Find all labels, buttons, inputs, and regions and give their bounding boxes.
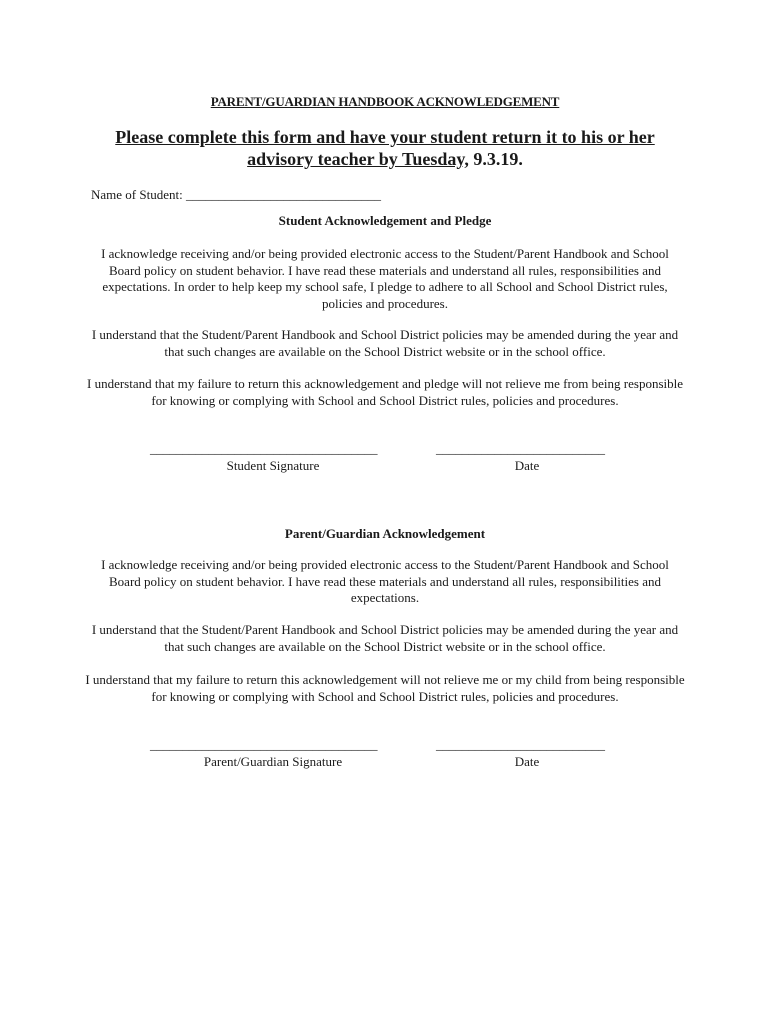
instruction-date: 9.3.19. — [468, 149, 523, 169]
parent-paragraph-2: I understand that the Student/Parent Handbook and School District policies may be amended during the year and that such changes are available on the School District website or in the school office. — [91, 622, 679, 654]
student-date-line[interactable]: __________________________ — [436, 441, 605, 456]
parent-date-label: Date — [514, 754, 540, 769]
parent-paragraph-3: I understand that my failure to return this acknowledgement will not relieve me or my child from being responsible for knowing or complying with School and School District rules, policies and procedures. — [85, 672, 685, 704]
student-name-field[interactable]: ______________________________ — [185, 187, 381, 202]
parent-date-line[interactable]: __________________________ — [436, 737, 605, 752]
document-title: PARENT/GUARDIAN HANDBOOK ACKNOWLEDGEMENT — [210, 94, 560, 109]
parent-section-heading: Parent/Guardian Acknowledgement — [284, 526, 486, 541]
student-paragraph-3: I understand that my failure to return this acknowledgement and pledge will not relieve me from being responsible for knowing or complying with School and School District rules, policies and procedures. — [86, 376, 684, 408]
student-section-heading: Student Acknowledgement and Pledge — [278, 213, 492, 228]
instruction-main: Please complete this form and have your student return it to his or her advisory teacher by Tuesday, — [115, 127, 655, 169]
instruction-text — [95, 126, 675, 170]
student-signature-label: Student Signature — [226, 458, 320, 473]
parent-signature-line[interactable]: ___________________________________ — [150, 737, 378, 752]
student-paragraph-1: I acknowledge receiving and/or being provided electronic access to the Student/Parent Handbook and School Board policy on student behavior. I have read these materials and understand all rules, responsibilities and expectations. In order to help keep my school safe, I pledge to adhere to all School and School District rules, policies and procedures. — [101, 246, 669, 311]
student-date-label: Date — [514, 458, 540, 473]
parent-signature-label: Parent/Guardian Signature — [203, 754, 343, 769]
student-paragraph-2: I understand that the Student/Parent Handbook and School District policies may be amended during the year and that such changes are available on the School District website or in the school office. — [91, 327, 679, 359]
student-signature-line[interactable]: ___________________________________ — [150, 441, 378, 456]
student-name-row — [91, 187, 381, 203]
student-name-label: Name of Student: — [91, 187, 183, 202]
parent-paragraph-1: I acknowledge receiving and/or being provided electronic access to the Student/Parent Handbook and School Board policy on student behavior. I have read these materials and understand all rules, responsibilities and expectations. — [101, 557, 669, 605]
